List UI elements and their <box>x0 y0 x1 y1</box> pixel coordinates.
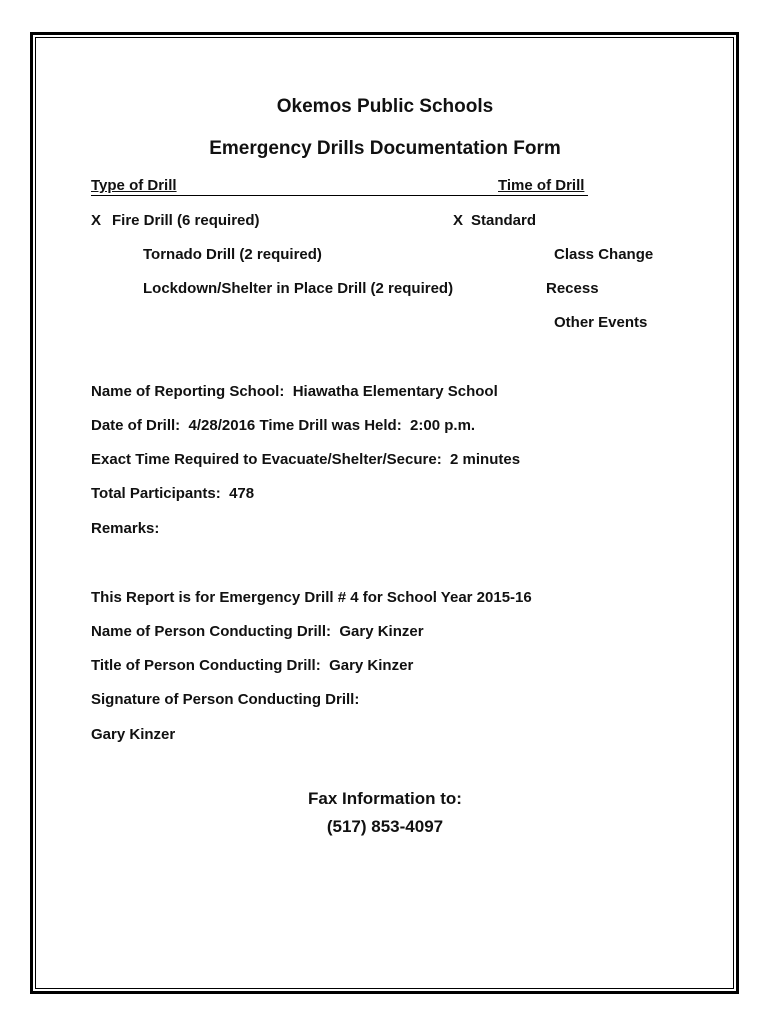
participants-label: Total Participants: <box>91 485 221 502</box>
time-of-drill-header: Time of Drill <box>498 177 585 194</box>
date-of-drill-value: 4/28/2016 <box>188 417 256 434</box>
time-drill-held-value: 2:00 p.m. <box>410 417 476 434</box>
standard-checkmark: X <box>453 212 464 229</box>
signature-label: Signature of Person Conducting Drill: <box>91 691 360 708</box>
person-title-line <box>91 657 413 675</box>
drill-type-fire: Fire Drill (6 required) <box>112 212 260 229</box>
evacuate-time-value: 2 minutes <box>450 451 521 468</box>
person-title-label: Title of Person Conducting Drill: <box>91 657 321 674</box>
person-title-value: Gary Kinzer <box>329 657 414 674</box>
participants-line <box>91 485 254 503</box>
drill-time-class-change: Class Change <box>554 246 654 263</box>
person-name-label: Name of Person Conducting Drill: <box>91 623 332 640</box>
reporting-school-label: Name of Reporting School: <box>91 383 285 400</box>
drill-type-lockdown: Lockdown/Shelter in Place Drill (2 required) <box>143 280 454 297</box>
fax-number: (517) 853-4097 <box>326 817 444 836</box>
signature-value: Gary Kinzer <box>91 726 176 743</box>
date-of-drill-label: Date of Drill: <box>91 417 181 434</box>
evacuate-time-line <box>91 451 520 469</box>
fire-drill-checkmark: X <box>91 212 102 229</box>
fax-label: Fax Information to: <box>308 789 462 808</box>
date-of-drill-line <box>91 417 475 435</box>
drill-time-standard: Standard <box>471 212 537 229</box>
person-name-line <box>91 623 424 641</box>
reporting-school-line <box>91 383 498 401</box>
form-title: Emergency Drills Documentation Form <box>209 138 561 159</box>
organization-title: Okemos Public Schools <box>276 96 494 117</box>
remarks-label: Remarks: <box>91 520 160 537</box>
drill-time-other-events: Other Events <box>554 314 648 331</box>
participants-value: 478 <box>229 485 255 502</box>
evacuate-time-label: Exact Time Required to Evacuate/Shelter/Secure: <box>91 451 442 468</box>
header-underline <box>91 195 588 196</box>
time-drill-held-label: Time Drill was Held: <box>259 417 402 434</box>
report-line: This Report is for Emergency Drill # 4 for School Year 2015-16 <box>91 589 532 606</box>
type-of-drill-header: Type of Drill <box>91 177 177 194</box>
drill-type-tornado: Tornado Drill (2 required) <box>143 246 322 263</box>
drill-time-recess: Recess <box>546 280 599 297</box>
person-name-value: Gary Kinzer <box>339 623 424 640</box>
reporting-school-value: Hiawatha Elementary School <box>292 383 498 400</box>
